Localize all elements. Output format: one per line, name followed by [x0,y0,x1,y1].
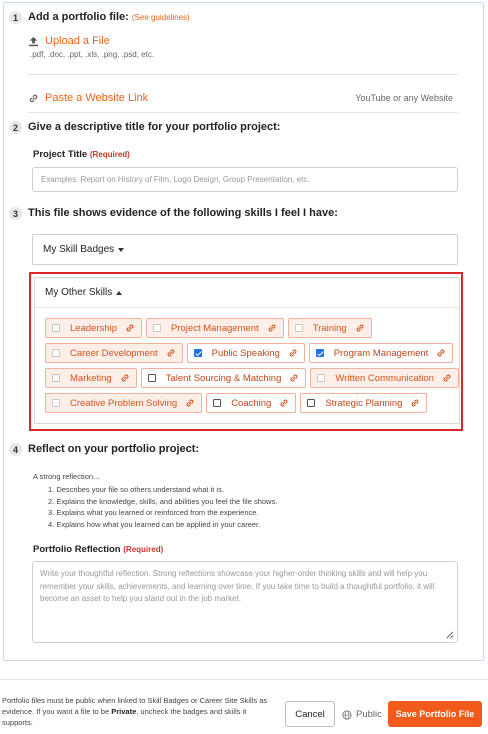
divider [28,74,458,75]
required-marker: (Required) [89,150,130,159]
upload-file-button[interactable] [28,35,110,47]
skill-checkbox[interactable] [52,349,60,357]
skill-checkbox[interactable] [52,399,60,407]
footer-privacy-note [2,695,270,728]
footer-note-text-end: , uncheck the badges and skills it supports. [2,707,247,727]
skill-label: Marketing [70,372,112,384]
skill-label: Coaching [231,397,272,409]
link-icon [28,93,39,104]
skill-chip-row [45,343,465,363]
skill-chip[interactable] [288,318,372,338]
website-hint-text: YouTube or any Website [355,93,453,103]
link-icon[interactable] [355,323,365,333]
paste-website-link-label: Paste a Website Link [45,92,149,104]
link-icon[interactable] [166,348,176,358]
skill-badges-label: My Skill Badges [43,244,115,255]
caret-down-icon [118,248,124,252]
link-icon[interactable] [289,373,299,383]
reflection-guideline-item: 2. Explains the knowledge, skills, and abilities you feel the file shows. [48,496,278,506]
skill-chip-row [45,368,465,388]
reflection-intro: A strong reflection... [33,472,100,481]
other-skills-highlight [29,272,463,431]
guidelines-link[interactable]: (See guidelines) [131,13,190,22]
link-icon[interactable] [410,398,420,408]
footer-note-private: Private [111,707,137,716]
globe-icon [342,710,352,720]
link-icon[interactable] [267,323,277,333]
portfolio-form-panel [3,2,484,661]
skill-checkbox[interactable] [153,324,161,332]
other-skills-label: My Other Skills [45,287,113,298]
step-1-title [28,11,190,23]
skill-label: Project Management [171,322,259,334]
step-number-4: 4 [9,443,22,456]
skill-chip-row [45,393,465,413]
skill-chip[interactable] [187,343,305,363]
skill-chip[interactable] [45,368,137,388]
skill-chip[interactable] [45,343,183,363]
skill-label: Career Development [70,347,158,359]
reflection-guidelines-list [48,484,277,530]
reflection-guideline-item: 3. Explains what you learned or reinforced from the experience. [48,508,259,517]
skill-label: Program Management [333,347,429,359]
skill-chip[interactable] [146,318,284,338]
step-2-title: Give a descriptive title for your portfolio project: [28,121,281,133]
step-3-title: This file shows evidence of the following skills I feel I have: [28,207,338,219]
skill-checkbox[interactable] [52,374,60,382]
skill-label: Written Communication [335,372,434,384]
skill-checkbox[interactable] [52,324,60,332]
footer-note-text: Portfolio files must be public when linked to Skill Badges or Career Site Skills as evidence. If you want a file to be [2,696,268,716]
skill-chip[interactable] [309,343,454,363]
other-skills-toggle[interactable] [35,278,459,308]
divider [28,112,458,113]
link-icon[interactable] [436,348,446,358]
required-marker: (Required) [123,545,164,554]
skill-label: Talent Sourcing & Matching [165,372,282,384]
reflection-guideline-item: 1. Describes your file so others understand what it is. [48,485,224,494]
link-icon[interactable] [288,348,298,358]
skill-label: Creative Problem Solving [70,397,178,409]
skill-checkbox[interactable] [213,399,221,407]
upload-file-label: Upload a File [45,35,110,47]
skill-chip[interactable] [45,393,202,413]
caret-up-icon [116,291,122,295]
paste-website-link-button[interactable] [28,92,148,104]
step-number-1: 1 [9,11,22,24]
skill-checkbox[interactable] [316,349,324,357]
skill-checkbox[interactable] [295,324,303,332]
step-1-title-text: Add a portfolio file: [28,11,129,23]
skill-chips [45,318,465,418]
skill-checkbox[interactable] [307,399,315,407]
skill-chip-row [45,318,465,338]
upload-icon [28,36,39,47]
link-icon[interactable] [125,323,135,333]
resize-handle-icon[interactable] [445,630,454,639]
skill-label: Training [312,322,347,334]
reflection-guideline-item: 4. Explains how what you learned can be applied in your career. [48,519,261,529]
link-icon[interactable] [279,398,289,408]
step-4-title: Reflect on your portfolio project: [28,443,200,455]
step-number-2: 2 [9,121,22,134]
skill-checkbox[interactable] [317,374,325,382]
skill-label: Public Speaking [211,347,280,359]
visibility-public-toggle[interactable] [342,709,382,720]
cancel-button[interactable]: Cancel [285,701,335,727]
skill-chip[interactable] [310,368,459,388]
link-icon[interactable] [120,373,130,383]
skill-chip[interactable] [141,368,307,388]
link-icon[interactable] [442,373,452,383]
skill-chip[interactable] [45,318,142,338]
project-title-label [33,149,130,160]
skill-chip[interactable] [206,393,296,413]
footer-divider [0,679,488,680]
skill-checkbox[interactable] [148,374,156,382]
skill-checkbox[interactable] [194,349,202,357]
portfolio-reflection-placeholder: Write your thoughtful reflection. Strong reflections showcase your higher-order thinking skills and will help you remember your skills, achievements, and learning over time. If you take time to build a thoughtful portfolio, it will become an asset to help you stand out in the job market. [40,569,435,603]
save-portfolio-file-button[interactable]: Save Portfolio File [388,701,482,727]
link-icon[interactable] [185,398,195,408]
skill-chip[interactable] [300,393,427,413]
skill-label: Strategic Planning [325,397,403,409]
public-label: Public [356,709,382,720]
portfolio-reflection-textarea[interactable] [32,561,458,643]
portfolio-reflection-label-text: Portfolio Reflection [33,544,121,555]
project-title-label-text: Project Title [33,149,88,160]
other-skills-panel [34,277,460,424]
step-number-3: 3 [9,207,22,220]
project-title-input[interactable] [32,167,458,192]
file-formats-text: .pdf, .doc, .ppt, .xls, .png, .psd, etc. [30,50,155,59]
portfolio-reflection-label [33,544,163,555]
skill-badges-dropdown[interactable] [32,234,458,265]
skill-label: Leadership [70,322,118,334]
project-title-placeholder: Examples: Report on History of Film, Logo Design, Group Presentation, etc. [41,175,310,184]
